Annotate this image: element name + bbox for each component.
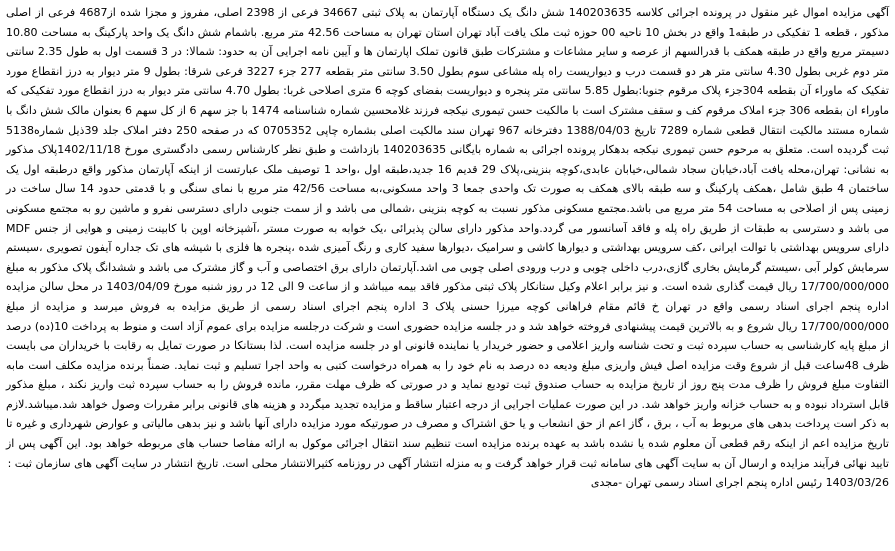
notice-date-and-signature: 1403/03/26 رئیس اداره پنجم اجرای اسناد رسمی تهران -مجدی [590, 476, 889, 490]
notice-body-text: آگهی مزایده اموال غیر منقول در پرونده اجرائی کلاسه 140203635 شش دانگ یک دستگاه آپارتمان به پلاک ثبتی 34667 فرعی از 2398 اصلی، مفروز و مجزا شده از4687 فرعی از اصلی مذکور ، قطعه 1 تفکیکی در طبقه1 واقع در بخش 10 ناحیه 00 حوزه ثبت ملک یافت آباد تهران استان تهران به مساحت 42.56 متر مربع. باشمام شش دانگ یک واحد پارکینگ به مساحت 10.80 دسیمتر مربع واقع در طبقه همکف با قدرالسهم از عرصه و سایر مشاعات و مشترکات طبق قانون تملک اپارتمان ها و آیین نامه اجرایی آن به حدود: شمالا: در 3 قسمت اول به طول 2.35 سانتی متر دوم غربی بطول 4.30 سانتی متر هر دو قسمت درب و دیواریست راه پله مشاعی سوم بطول 3.50 سانتی متر بقطعه 277 جزء 3227 فرعی شرقا: بطول 9 متر دیوار به درز انقطاع مورد تفکیک که ماوراء آن بقطعه 304جزء پلاک مرقوم جنوبا:بطول 5.85 سانتی متر پنجره و دیواریست بفضای کوچه 6 متری اصلاحی غربا: بطول 4.70 سانتی متر دیوار به درز انقطاع مورد تفکیکی که ماوراء ان بقطعه 306 جزء املاک مرقوم کف و سقف مشترک است با مالکیت حسن تیموری نیکجه فرزند غلامحسین شماره شناسنامه 1474 با جز سهم 6 از کل سهم 6 بعنوان مالک شش دانگ با شماره مستند مالکیت انتقال قطعی شماره 7289 تاریخ 1388/04/03 دفترخانه 967 تهران سند مالکیت اصلی بشماره چاپی 0705352 که در صفحه 250 دفتر املاک جلد 39ذیل شماره5138 ثبت گردیده است. متعلق به مرحوم حسن تیموری نیکجه بدهکار پرونده اجرائی به شماره بایگانی 140203635 بازداشت و طبق نظر کارشناس رسمی دادگستری مورخ 1402/11/18پلاک مذکور به نشانی: تهران،محله یافت آباد،خیابان سجاد شمالی،خیابان عابدی،کوچه بنزینی،پلاک 29 قدیم 16 جدید،طبقه اول ،واحد 1 توصیف ملک عبارتست از اینکه آپارتمان مذکور واقع درطبقه اول یک ساختمان 4 طبق شامل ،همکف پارکینگ و سه طبقه بالای همکف به صورت تک واحدی جمعا 3 واحد مسکونی،به مساحت 42/56 متر مربع با نمای سنگی و با قدمتی حدود 14 سال ساخت در زمینی پس از اصلاحی به مساحت 54 متر مربع می باشد.مجتمع مسکونی مذکور نسبت به کوچه بنزینی ،شمالی می باشد و از سمت جنوبی دارای دسترسی نفرو و ماشین رو به مجتمع مسکونی می باشد و دسترسی به طبقات از طریق راه پله و فاقد آسانسور می گردد.واحد مذکور دارای سالن پذیرائی ،یک خوابه به صورت مستر ،آشپزخانه اوپن با کابینت زمینی و هوایی از جنس MDF دارای سرویس بهداشتی با توالت ایرانی ،کف سرویس بهداشتی و دیوارها کاشی و سرامیک ،دیوارها سفید کاری و رنگ آمیزی شده ،پنجره ها فلزی با شیشه های تک جداره آیفون تصویری ،سیستم سرمایش کولر آبی ،سیستم گرمایش بخاری گازی،درب داخلی چوبی و درب ورودی اصلی چوبی می اشد.آپارتمان دارای برق اختصاصی و آب و گاز مشترک می باشد و ششدانگ پلاک مذکور به مبلغ 17/700/000/000 ریال قیمت گذاری شده است. و نیز برابر اعلام وکیل ستانکار پلاک ثبتی مذکور فاقد بیمه میباشد و از ساعت 9 الی 12 در روز شنبه مورخ 1403/04/09 در محل سالن مزایده اداره پنجم اجرای اسناد رسمی واقع در تهران خ قائم مقام فراهانی کوچه میرزا حسنی پلاک 3 اداره پنجم اجرای اسناد رسمی از طریق مزایده به فروش میرسد و مزایده از مبلغ 17/700/000/000 ریال شروع و به بالاترین قیمت پیشنهادی فروخته خواهد شد و در جلسه مزایده حضوری است و شرکت درجلسه مزایده برای عموم آزاد است و منوط به پرداخت 10(ده) درصد از مبلغ پایه کارشناسی به حساب سپرده ثبت و تحت شناسه واریز اعلامی و حضور خریدار یا نماینده قانونی او در جلسه مزایده است. لذا بستانکا در صورت تمایل به رقابت با خریداران می بایست ظرف 48ساعت قبل از شروع وقت مزایده اصل فیش واریزی مبلغ ودیعه ده درصد به نام خود را به همراه درخواست کتبی به واحد اجرا تسلیم و ثبت نماید. ضمناً برنده مزایده مکلف است مابه التفاوت مبلغ فروش را ظرف مدت پنج روز از تاریخ مزایده به حساب صندوق ثبت تودیع نماید و در صورتی که ظرف مهلت مقرر، مانده فروش را به حساب سپرده ثبت واریز نکند ، مبلغ مذکور قابل استرداد نبوده و به حساب خزانه واریز خواهد شد. در این صورت عملیات اجرایی از درجه اعتبار ساقط و مزایده تجدید میگردد و هزینه های قانونی برابر مقررات وصول خواهد شد.میباشد.لازم به ذکر است پرداخت بدهی های مربوط به آب ، برق ، گاز اعم از حق انشعاب و یا حق اشتراک و مصرف در صورتیکه مورد مزایده دارای آنها باشد و نیز بدهی مالیاتی و عوارض شهرداری و غیره تا تاریخ مزایده اعم از اینکه رقم قطعی آن معلوم شده یا نشده باشد به عهده برنده مزایده است تنظیم سند انتقال اجرائی موکول به ارائه مفاصا حساب های مربوطه خواهد بود. این آگهی پس از تایید نهائی فرآیند مزایده و ارسال آن به سایت آگهی های سامانه ثبت قرار خواهد گرفت و به منزله انتشار آگهی در روزنامه کثیرالانتشار محلی است. تاریخ انتشار در سایت آگهی های سازمان ثبت : [6, 6, 890, 470]
